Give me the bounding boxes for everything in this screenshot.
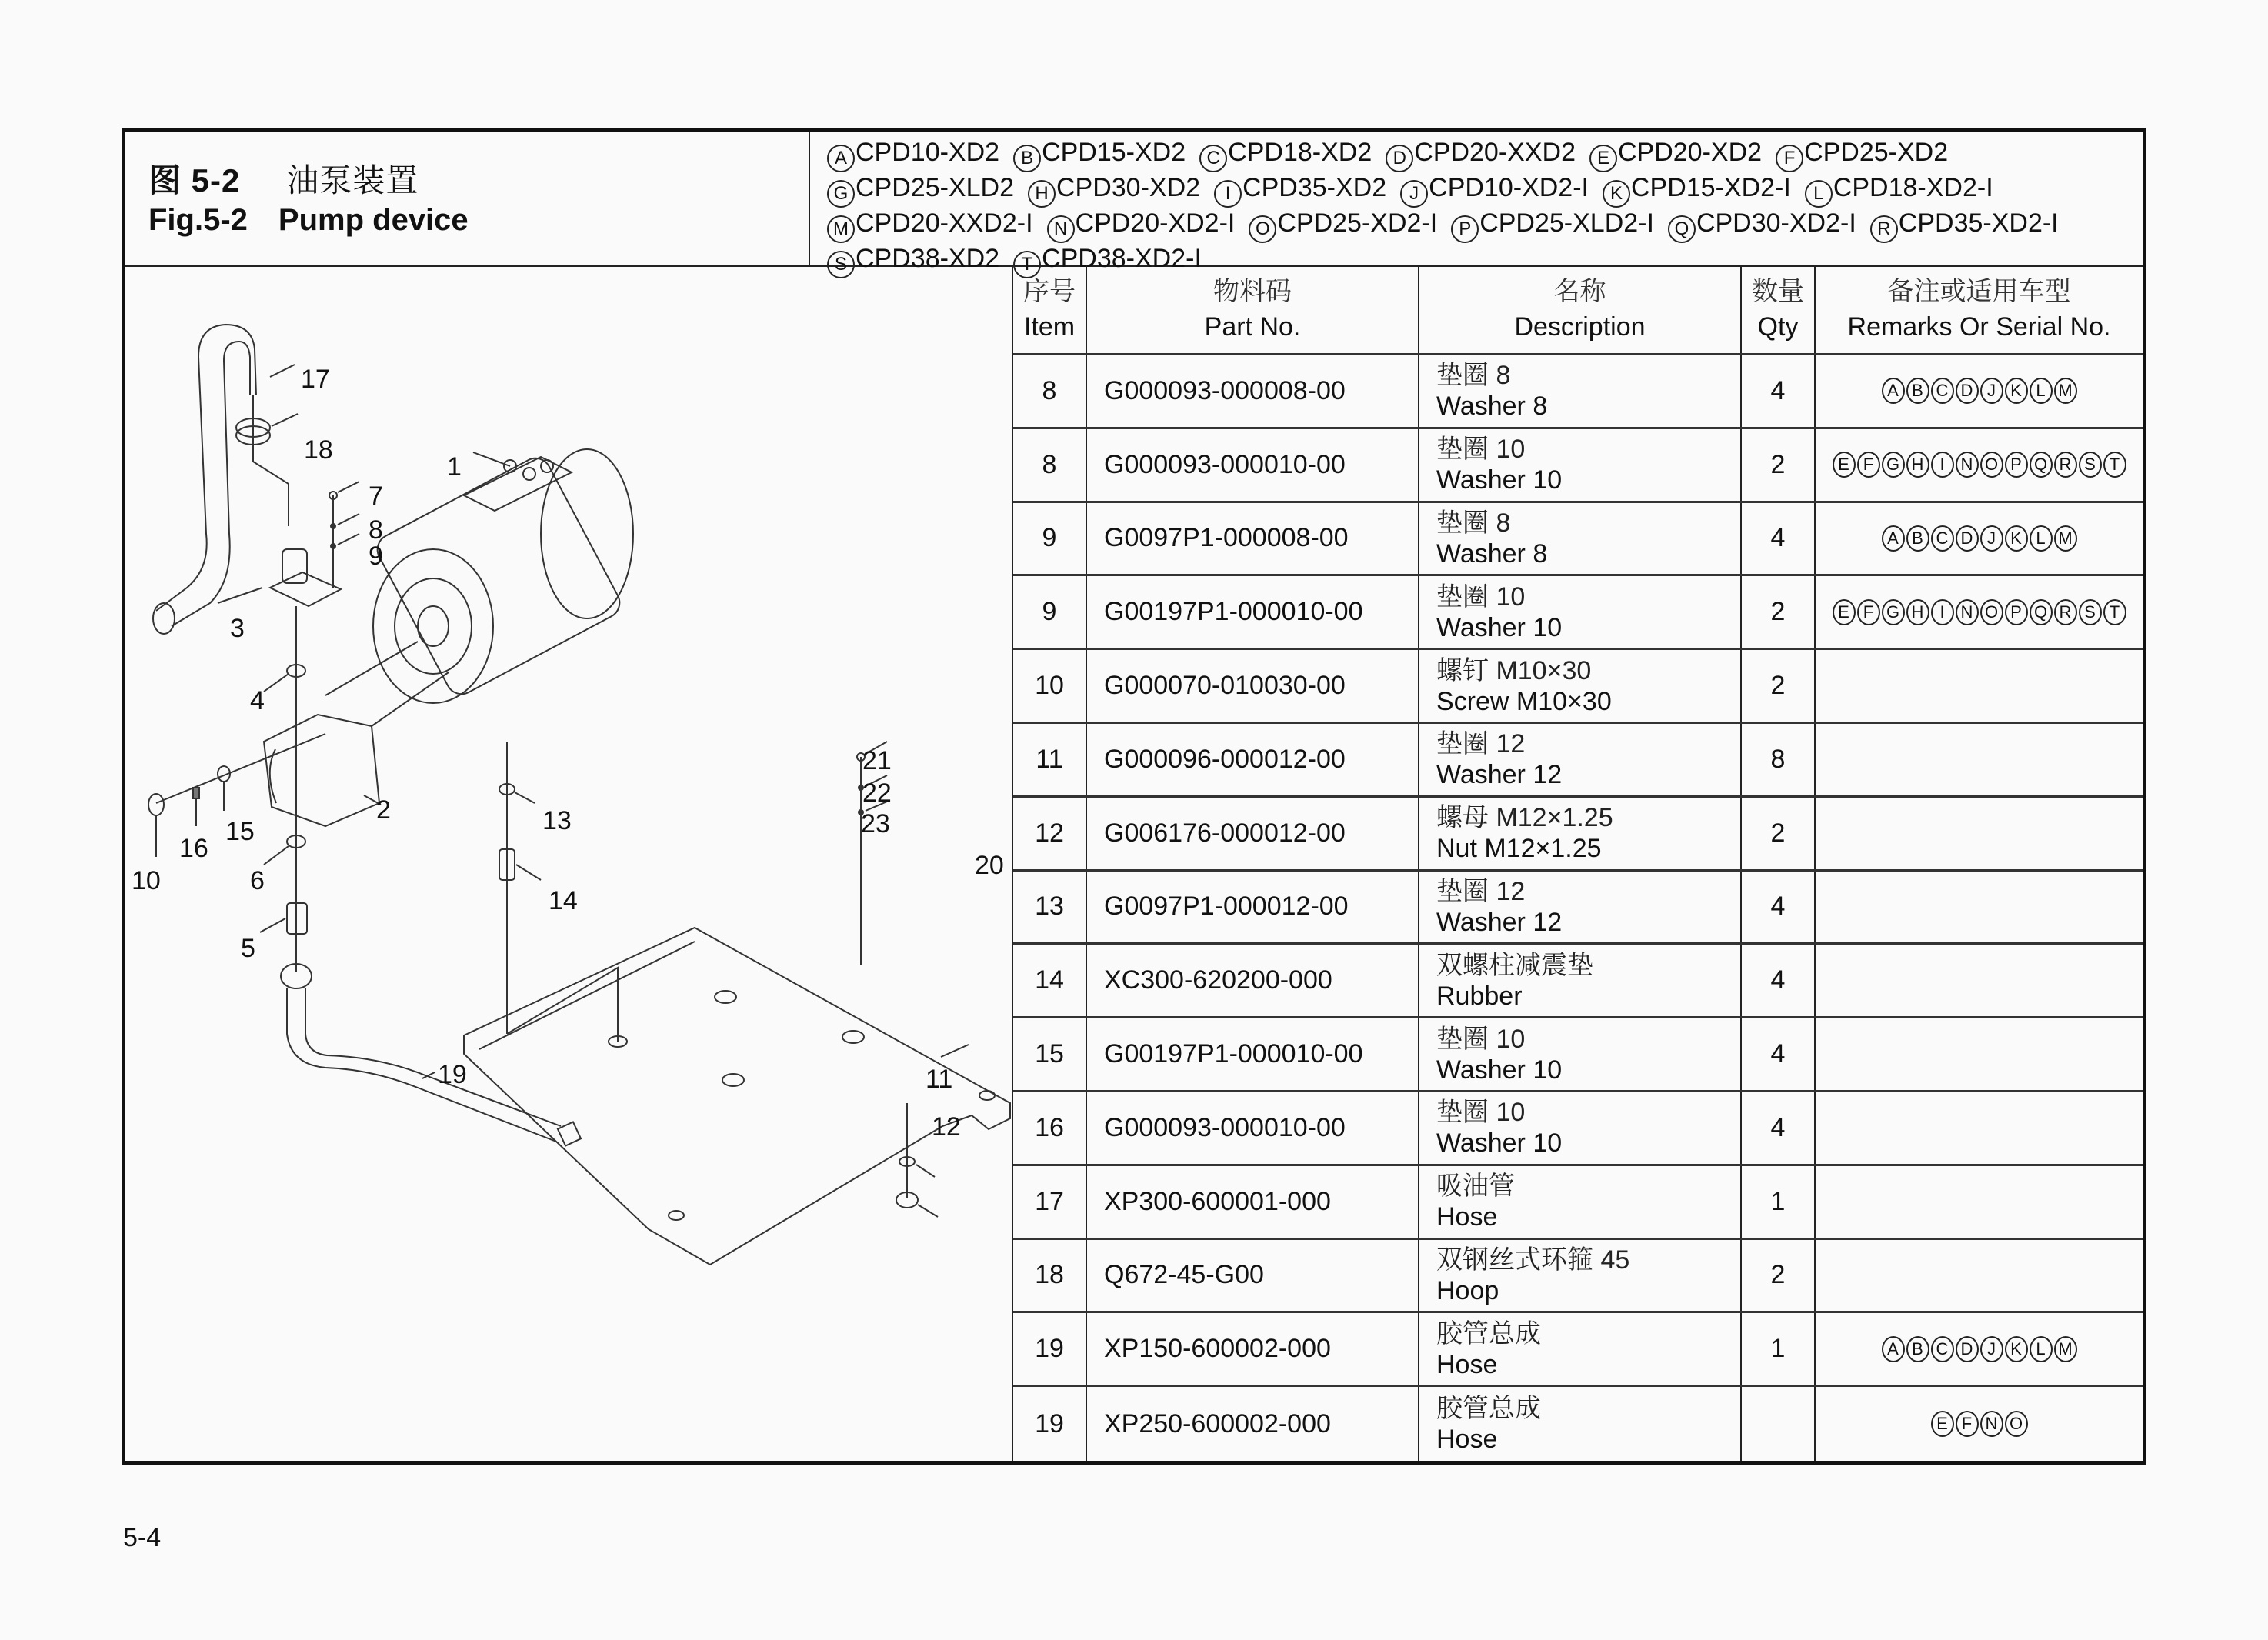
model-code-badge: E (1589, 145, 1617, 172)
model-code-badge: T (2103, 599, 2126, 625)
model-code-badge: Q (1668, 215, 1696, 243)
callout-label: 7 (369, 482, 383, 511)
description-cn: 垫圈 10 (1436, 1098, 1526, 1128)
model-code-badge: D (1956, 378, 1979, 404)
cell-part-no: G000093-000008-00 (1087, 355, 1419, 427)
callout-label: 15 (225, 817, 255, 846)
cell-remarks (1816, 724, 2143, 795)
model-code-badge: R (2054, 599, 2077, 625)
model-legend-entry (1047, 208, 1236, 243)
cell-remarks (1816, 1313, 2143, 1385)
cell-remarks (1816, 355, 2143, 427)
model-code-badge: I (1931, 452, 1954, 478)
cell-part-no: G000070-010030-00 (1087, 650, 1419, 722)
cell-item: 11 (1013, 724, 1087, 795)
callout-label: 8 (369, 515, 383, 545)
description-en: Washer 10 (1436, 1128, 1563, 1158)
cell-item: 8 (1013, 429, 1087, 501)
figure-title-block (125, 132, 810, 265)
cell-part-no: XP150-600002-000 (1087, 1313, 1419, 1385)
description-en: Washer 12 (1436, 907, 1563, 937)
model-legend-entry (1805, 172, 1993, 208)
page-header (125, 132, 2143, 275)
cell-part-no: XP300-600001-000 (1087, 1166, 1419, 1238)
model-code-badge: P (1451, 215, 1479, 243)
exploded-diagram (125, 265, 1012, 1461)
callout-label: 6 (250, 866, 265, 895)
model-name: CPD20-XXD2-I (856, 208, 1033, 238)
callout-label: 20 (975, 851, 1004, 880)
cell-description (1419, 355, 1742, 427)
model-code-badge: K (2005, 1336, 2028, 1362)
col-item-en: Item (1023, 312, 1076, 342)
description-cn: 垫圈 8 (1436, 361, 1511, 391)
cell-item: 16 (1013, 1092, 1087, 1164)
cell-item: 14 (1013, 945, 1087, 1016)
callout-label: 18 (304, 435, 333, 465)
model-code-badge: O (1249, 215, 1276, 243)
model-code-badge: R (2054, 452, 2077, 478)
model-code-badge: J (1400, 180, 1428, 208)
cell-description (1419, 1018, 1742, 1090)
model-name: CPD25-XD2 (1804, 138, 1949, 167)
description-en: Washer 8 (1436, 538, 1548, 568)
model-legend-entry (1400, 172, 1589, 208)
cell-qty: 1 (1742, 1166, 1816, 1238)
model-code-badge: G (1882, 599, 1905, 625)
callout-label: 13 (542, 806, 572, 835)
model-code-badge: J (1980, 525, 2003, 552)
callout-label: 2 (376, 795, 391, 825)
cell-description (1419, 650, 1742, 722)
cell-part-no: G000093-000010-00 (1087, 1092, 1419, 1164)
model-code-badge: A (1882, 378, 1905, 404)
table-header-row (1013, 265, 2143, 355)
description-cn: 双钢丝式环箍 45 (1436, 1245, 1630, 1275)
model-legend-entry (1214, 172, 1386, 208)
description-cn: 螺钉 M10×30 (1436, 655, 1592, 685)
model-code-badge: C (1931, 1336, 1954, 1362)
model-legend-entry (1199, 137, 1372, 172)
callout-label: 1 (447, 452, 462, 482)
callout-label: 19 (438, 1060, 467, 1089)
cell-qty: 4 (1742, 355, 1816, 427)
model-code-badge: D (1956, 525, 1979, 552)
model-code-badge: L (1805, 180, 1833, 208)
cell-part-no: G000096-000012-00 (1087, 724, 1419, 795)
col-part-cn: 物料码 (1213, 276, 1292, 306)
model-code-badge: O (1980, 452, 2003, 478)
description-cn: 胶管总成 (1436, 1318, 1541, 1348)
cell-item: 19 (1013, 1313, 1087, 1385)
description-en: Hose (1436, 1425, 1498, 1455)
cell-description (1419, 724, 1742, 795)
model-code-badge: S (2079, 452, 2102, 478)
col-header-part-no (1087, 265, 1419, 353)
description-cn: 吸油管 (1436, 1172, 1515, 1202)
model-legend-entry (1451, 208, 1654, 243)
page-number: 5-4 (123, 1523, 162, 1552)
model-code-badge: F (1776, 145, 1803, 172)
cell-qty (1742, 1387, 1816, 1461)
model-code-badge: M (827, 215, 855, 243)
model-code-badge: N (1956, 452, 1979, 478)
cell-item: 19 (1013, 1387, 1087, 1461)
model-name: CPD18-XD2-I (1833, 173, 1993, 202)
model-code-badge: E (1931, 1411, 1954, 1437)
model-legend-entry (1386, 137, 1576, 172)
model-legend-entry (1249, 208, 1437, 243)
cell-remarks (1816, 1018, 2143, 1090)
table-row (1013, 872, 2143, 945)
col-header-qty (1742, 265, 1816, 353)
cell-item: 15 (1013, 1018, 1087, 1090)
model-legend-entry (827, 137, 999, 172)
applicable-models-legend (827, 137, 2127, 278)
table-row (1013, 1166, 2143, 1240)
cell-qty: 1 (1742, 1313, 1816, 1385)
model-code-badge: R (1870, 215, 1898, 243)
description-cn: 螺母 M12×1.25 (1436, 803, 1613, 833)
model-code-badge: J (1980, 1336, 2003, 1362)
table-row (1013, 798, 2143, 872)
callout-label: 10 (132, 866, 161, 895)
model-code-badge: E (1833, 599, 1856, 625)
cell-description (1419, 1313, 1742, 1385)
callout-label: 16 (179, 834, 208, 863)
table-row (1013, 576, 2143, 650)
model-name: CPD10-XD2-I (1429, 173, 1589, 202)
cell-part-no: G0097P1-000008-00 (1087, 503, 1419, 575)
model-code-badge: P (2005, 452, 2028, 478)
col-item-cn: 序号 (1023, 276, 1076, 306)
model-code-badge: G (827, 180, 855, 208)
model-code-badge: O (2005, 1411, 2028, 1437)
model-code-badge: Q (2030, 599, 2053, 625)
model-code-badge: L (2030, 525, 2053, 552)
parts-page-frame (122, 128, 2146, 1465)
description-cn: 垫圈 8 (1436, 508, 1511, 538)
col-remarks-cn: 备注或适用车型 (1887, 276, 2071, 306)
description-cn: 垫圈 10 (1436, 582, 1526, 612)
cell-description (1419, 1166, 1742, 1238)
description-en: Washer 10 (1436, 1055, 1563, 1085)
table-row (1013, 1240, 2143, 1314)
callout-label: 12 (932, 1112, 961, 1142)
model-code-badge: K (1603, 180, 1630, 208)
model-code-badge: C (1199, 145, 1227, 172)
cell-item: 9 (1013, 503, 1087, 575)
cell-item: 13 (1013, 872, 1087, 943)
cell-remarks (1816, 945, 2143, 1016)
cell-qty: 2 (1742, 798, 1816, 869)
col-desc-cn: 名称 (1553, 276, 1606, 306)
col-header-description (1419, 265, 1742, 353)
model-code-badge: G (1882, 452, 1905, 478)
model-code-badge: C (1931, 525, 1954, 552)
model-code-badge: D (1386, 145, 1413, 172)
model-code-badge: A (1882, 1336, 1905, 1362)
callout-label: 14 (549, 886, 578, 915)
model-code-badge: F (1857, 452, 1880, 478)
description-en: Washer 8 (1436, 392, 1548, 422)
model-code-badge: C (1931, 378, 1954, 404)
model-legend-entry (1776, 137, 1948, 172)
pump-assembly-drawing (125, 265, 1012, 1465)
cell-item: 17 (1013, 1166, 1087, 1238)
cell-description (1419, 798, 1742, 869)
model-name: CPD30-XD2 (1056, 173, 1201, 202)
model-code-badge: F (1956, 1411, 1979, 1437)
table-row (1013, 650, 2143, 724)
model-legend-entry (827, 208, 1033, 243)
model-name: CPD25-XD2-I (1277, 208, 1438, 238)
callout-label: 5 (241, 934, 255, 963)
model-name: CPD20-XXD2 (1414, 138, 1576, 167)
model-name: CPD35-XD2-I (1898, 208, 2059, 238)
model-code-badge: I (1214, 180, 1242, 208)
model-code-badge: N (1980, 1411, 2003, 1437)
description-cn: 胶管总成 (1436, 1394, 1541, 1424)
figure-name-en: Pump device (278, 203, 469, 237)
description-en: Hoop (1436, 1275, 1499, 1305)
model-code-badge: B (1906, 378, 1929, 404)
model-code-badge: M (2054, 525, 2077, 552)
model-code-badge: Q (2030, 452, 2053, 478)
parts-table (1012, 265, 2143, 1461)
cell-item: 8 (1013, 355, 1087, 427)
model-code-badge: H (1028, 180, 1056, 208)
cell-remarks (1816, 503, 2143, 575)
model-code-badge: T (1013, 251, 1041, 278)
col-desc-en: Description (1514, 312, 1646, 342)
cell-remarks (1816, 1240, 2143, 1312)
description-cn: 垫圈 12 (1436, 729, 1526, 759)
model-code-badge: S (2079, 599, 2102, 625)
model-code-badge: B (1906, 525, 1929, 552)
cell-remarks (1816, 650, 2143, 722)
model-code-badge: J (1980, 378, 2003, 404)
model-name: CPD15-XD2-I (1630, 173, 1791, 202)
cell-item: 18 (1013, 1240, 1087, 1312)
model-name: CPD15-XD2 (1042, 138, 1186, 167)
cell-part-no: G006176-000012-00 (1087, 798, 1419, 869)
cell-part-no: G00197P1-000010-00 (1087, 1018, 1419, 1090)
cell-qty: 2 (1742, 1240, 1816, 1312)
col-header-item (1013, 265, 1087, 353)
figure-name-cn: 油泵装置 (286, 162, 419, 198)
model-code-badge: M (2054, 1336, 2077, 1362)
model-code-badge: O (1980, 599, 2003, 625)
description-en: Rubber (1436, 981, 1523, 1011)
table-row (1013, 1387, 2143, 1461)
description-en: Screw M10×30 (1436, 686, 1612, 716)
description-en: Hose (1436, 1202, 1498, 1232)
cell-qty: 4 (1742, 1018, 1816, 1090)
model-code-badge: M (2054, 378, 2077, 404)
description-en: Nut M12×1.25 (1436, 834, 1602, 864)
cell-part-no: G000093-000010-00 (1087, 429, 1419, 501)
table-row (1013, 1092, 2143, 1166)
cell-remarks (1816, 429, 2143, 501)
col-remarks-en: Remarks Or Serial No. (1847, 312, 2111, 342)
model-code-badge: S (827, 251, 855, 278)
table-row (1013, 429, 2143, 503)
model-name: CPD20-XD2-I (1075, 208, 1236, 238)
col-part-en: Part No. (1204, 312, 1301, 342)
model-legend-entry (1603, 172, 1791, 208)
model-legend-entry (1870, 208, 2059, 243)
model-name: CPD25-XLD2-I (1479, 208, 1654, 238)
col-qty-en: Qty (1757, 312, 1799, 342)
cell-description (1419, 576, 1742, 648)
model-code-badge: L (2030, 1336, 2053, 1362)
cell-item: 10 (1013, 650, 1087, 722)
col-qty-cn: 数量 (1752, 276, 1804, 306)
callout-label: 17 (301, 365, 330, 394)
cell-qty: 8 (1742, 724, 1816, 795)
model-legend-entry (1028, 172, 1200, 208)
figure-title-en (148, 203, 469, 238)
cell-qty: 4 (1742, 503, 1816, 575)
model-code-badge: N (1956, 599, 1979, 625)
model-code-badge: A (827, 145, 855, 172)
description-en: Washer 10 (1436, 465, 1563, 495)
cell-description (1419, 945, 1742, 1016)
cell-item: 9 (1013, 576, 1087, 648)
model-name: CPD25-XLD2 (856, 173, 1014, 202)
model-code-badge: A (1882, 525, 1905, 552)
cell-description (1419, 872, 1742, 943)
cell-qty: 4 (1742, 872, 1816, 943)
callout-label: 11 (926, 1065, 953, 1094)
model-legend-entry (1589, 137, 1762, 172)
cell-part-no: XC300-620200-000 (1087, 945, 1419, 1016)
cell-remarks (1816, 798, 2143, 869)
figure-number-cn: 图 5-2 (148, 162, 241, 198)
table-row (1013, 1018, 2143, 1092)
table-row (1013, 355, 2143, 429)
description-cn: 垫圈 10 (1436, 1024, 1526, 1054)
cell-part-no: G00197P1-000010-00 (1087, 576, 1419, 648)
model-name: CPD30-XD2-I (1696, 208, 1856, 238)
model-legend-entry (1668, 208, 1856, 243)
model-code-badge: B (1906, 1336, 1929, 1362)
description-cn: 双螺柱减震垫 (1436, 950, 1593, 980)
model-legend-entry (827, 172, 1014, 208)
model-name: CPD10-XD2 (856, 138, 1000, 167)
cell-description (1419, 1092, 1742, 1164)
cell-description (1419, 1240, 1742, 1312)
description-en: Washer 12 (1436, 760, 1563, 790)
model-code-badge: N (1047, 215, 1075, 243)
table-row (1013, 724, 2143, 798)
model-code-badge: H (1906, 599, 1929, 625)
callout-label: 9 (369, 542, 383, 571)
description-en: Washer 10 (1436, 612, 1563, 642)
description-cn: 垫圈 10 (1436, 435, 1526, 465)
callout-label: 21 (862, 746, 892, 775)
model-code-badge: P (2005, 599, 2028, 625)
description-cn: 垫圈 12 (1436, 876, 1526, 906)
cell-remarks (1816, 1092, 2143, 1164)
model-code-badge: T (2103, 452, 2126, 478)
table-row (1013, 945, 2143, 1018)
figure-title-cn (148, 155, 419, 202)
table-row (1013, 503, 2143, 577)
model-name: CPD18-XD2 (1228, 138, 1372, 167)
model-code-badge: F (1857, 599, 1880, 625)
figure-number-en: Fig.5-2 (148, 203, 248, 237)
model-code-badge: E (1833, 452, 1856, 478)
model-code-badge: D (1956, 1336, 1979, 1362)
model-name: CPD20-XD2 (1617, 138, 1763, 167)
model-code-badge: K (2005, 525, 2028, 552)
model-code-badge: H (1906, 452, 1929, 478)
model-name: CPD38-XD2 (856, 244, 1000, 273)
cell-description (1419, 429, 1742, 501)
cell-remarks (1816, 1166, 2143, 1238)
model-code-badge: I (1931, 599, 1954, 625)
model-code-badge: L (2030, 378, 2053, 404)
cell-qty: 2 (1742, 429, 1816, 501)
model-legend-entry (1013, 137, 1186, 172)
model-name: CPD35-XD2 (1242, 173, 1387, 202)
cell-remarks (1816, 576, 2143, 648)
col-header-remarks (1816, 265, 2143, 353)
callout-label: 4 (250, 686, 265, 715)
callout-label: 23 (861, 809, 890, 838)
model-code-badge: K (2005, 378, 2028, 404)
model-name: CPD38-XD2-I (1042, 244, 1202, 273)
cell-qty: 2 (1742, 576, 1816, 648)
table-row (1013, 1313, 2143, 1387)
cell-item: 12 (1013, 798, 1087, 869)
cell-part-no: Q672-45-G00 (1087, 1240, 1419, 1312)
cell-qty: 2 (1742, 650, 1816, 722)
cell-description (1419, 1387, 1742, 1461)
description-en: Hose (1436, 1349, 1498, 1379)
cell-part-no: XP250-600002-000 (1087, 1387, 1419, 1461)
cell-part-no: G0097P1-000012-00 (1087, 872, 1419, 943)
cell-qty: 4 (1742, 945, 1816, 1016)
cell-description (1419, 503, 1742, 575)
callout-label: 3 (230, 614, 245, 643)
callout-label: 22 (862, 778, 892, 808)
cell-remarks (1816, 872, 2143, 943)
model-code-badge: B (1013, 145, 1041, 172)
cell-qty: 4 (1742, 1092, 1816, 1164)
cell-remarks (1816, 1387, 2143, 1461)
